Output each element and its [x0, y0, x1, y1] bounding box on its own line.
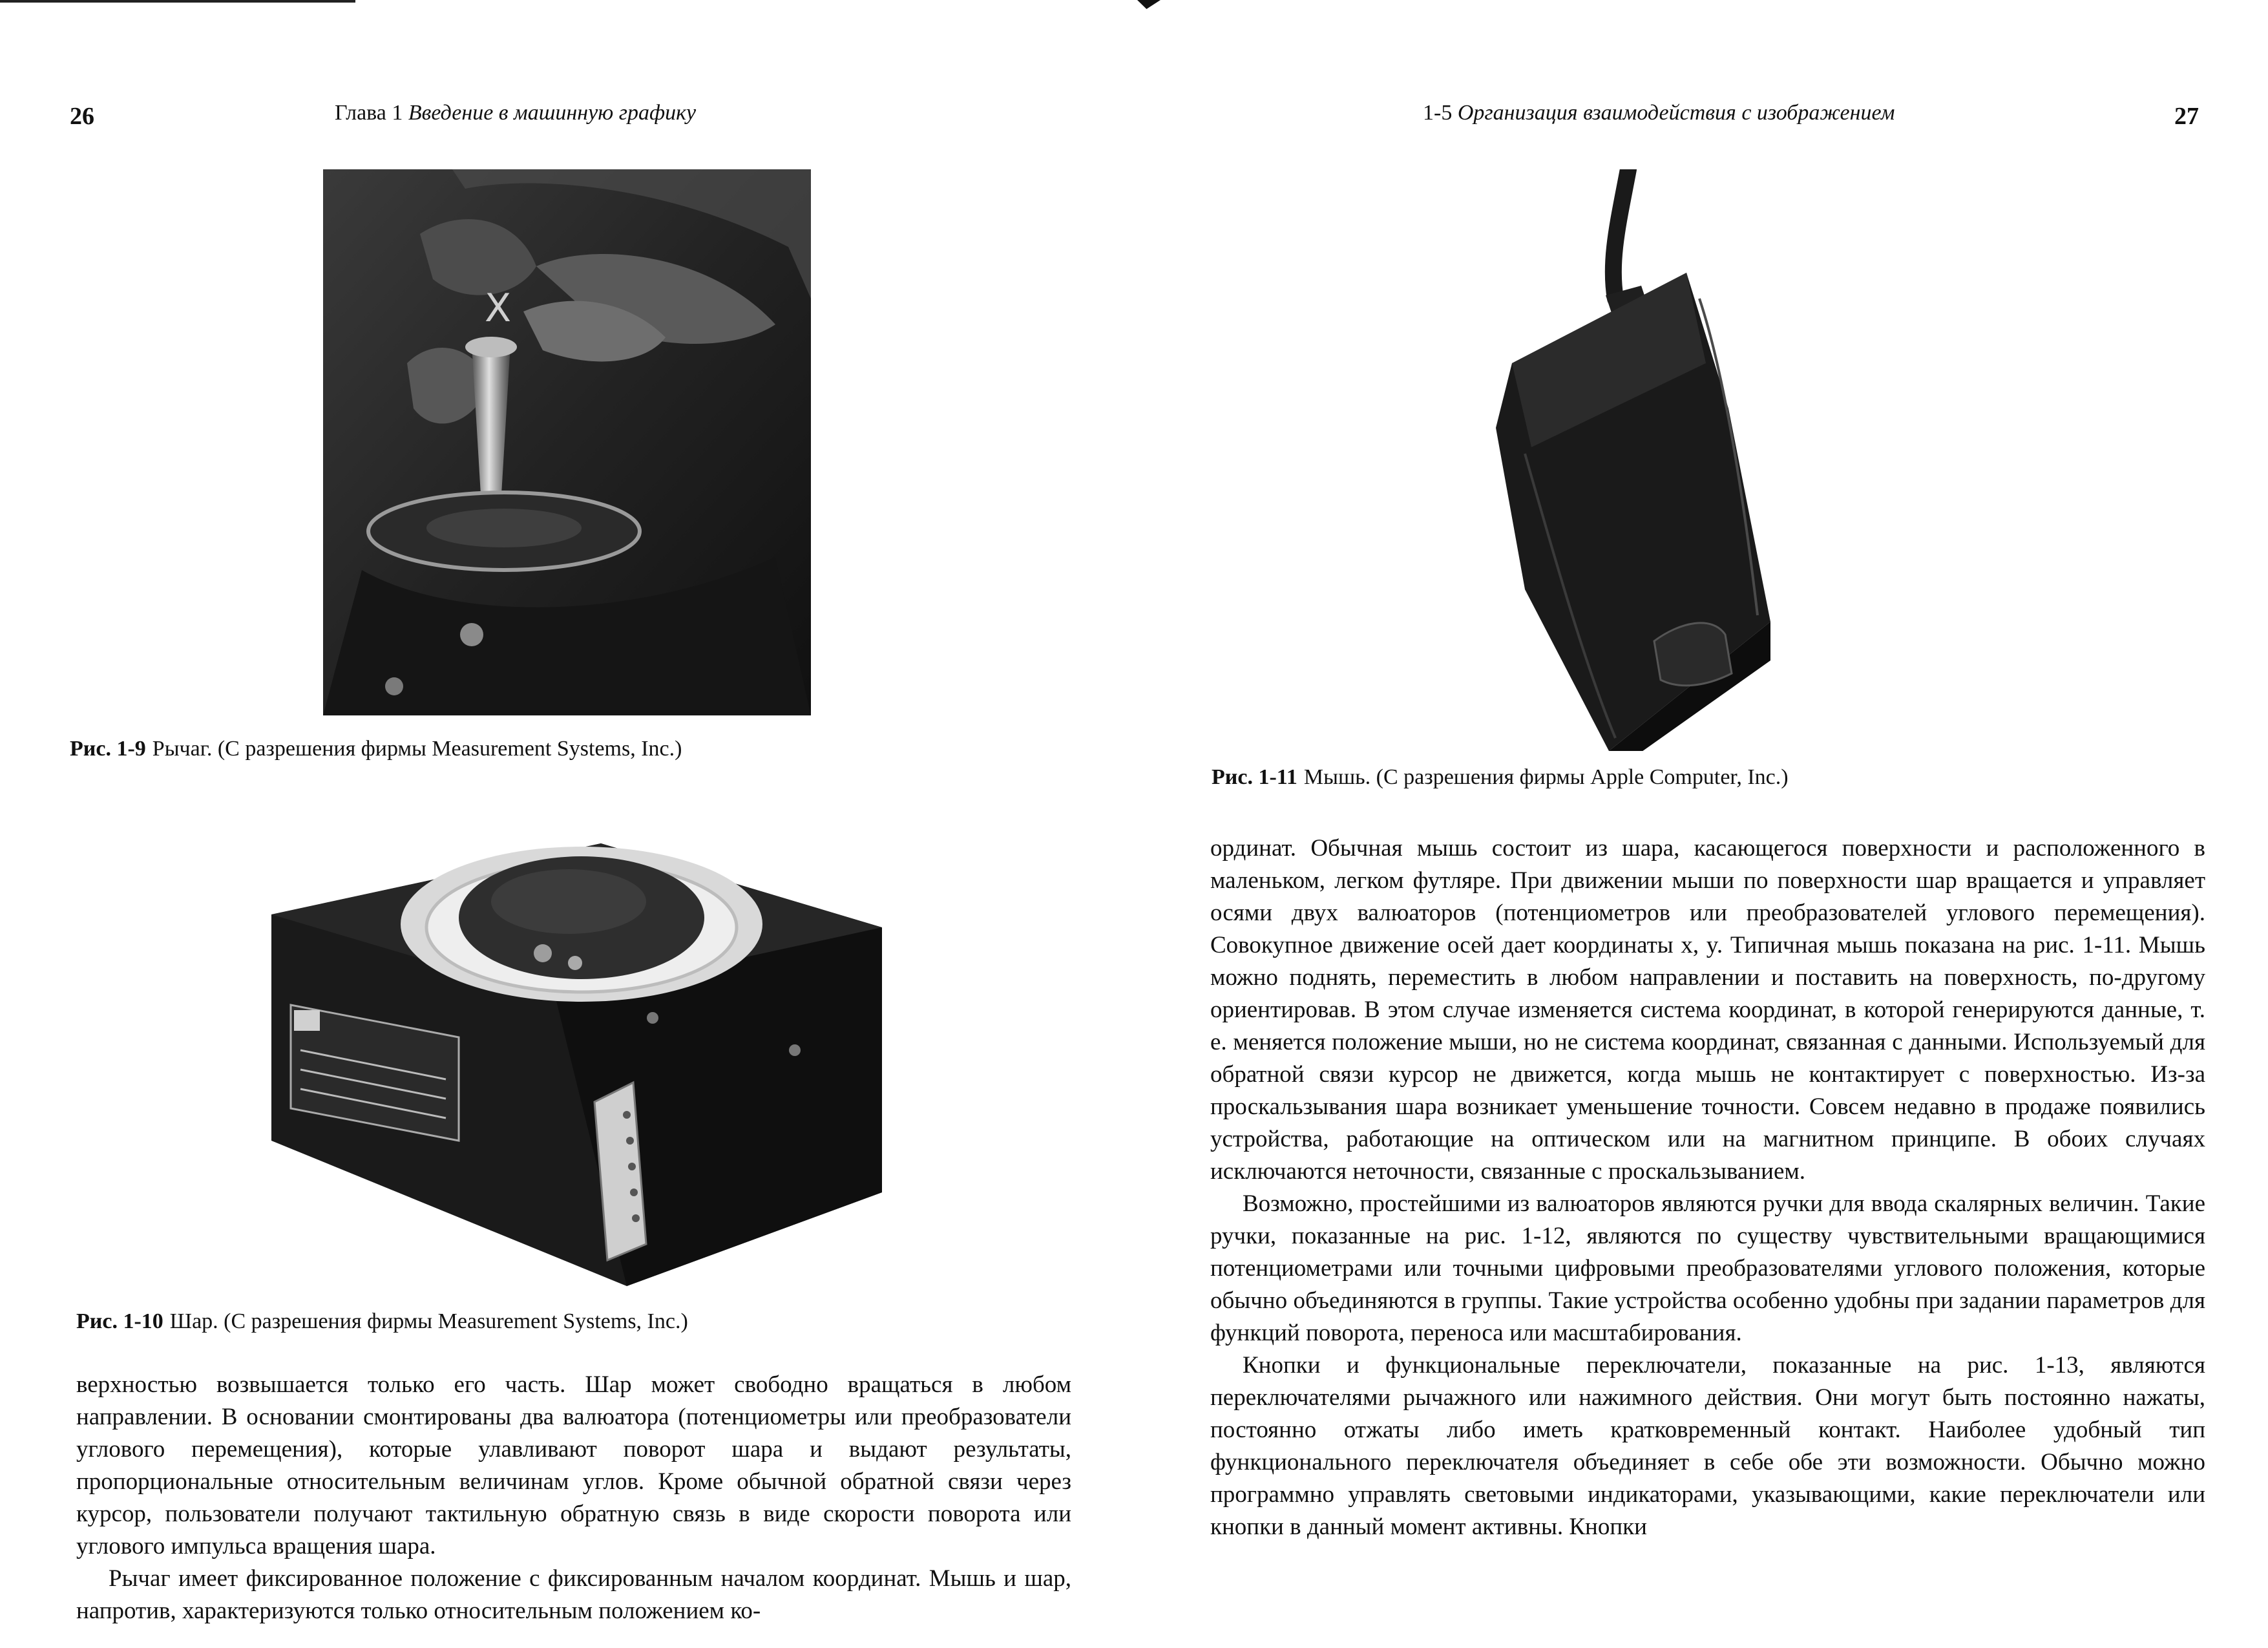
- running-head-section: 1-5: [1423, 101, 1453, 125]
- figure-label: Рис. 1-9: [70, 737, 146, 761]
- figure-joystick-photo: [323, 169, 811, 715]
- running-head: [335, 101, 696, 125]
- figure-caption-text: Рычаг. (С разрешения фирмы Measurement Systems, Inc.): [152, 737, 682, 761]
- paragraph: Рычаг имеет фиксированное положение с фиксированным началом координат. Мышь и шар, напротив, характеризуются только относительным положением ко-: [76, 1565, 1071, 1624]
- running-head-title: Введение в машинную графику: [408, 101, 697, 125]
- right-page: [1134, 0, 2268, 1648]
- paragraph: верхностью возвышается только его часть. Шар может свободно вращаться в любом направлении. В основании смонтированы два валюатора (потенциометры или преобразователи углового перемещения), которые улавливают поворот шара и выдают результаты, пропорциональные относительным величинам углов. Кроме обычной обратной связи через курсор, пользователи получают тактильную обратную связь в виде скорости поворота или углового импульса вращения шара.: [76, 1371, 1071, 1559]
- paragraph: Кнопки и функциональные переключатели, показанные на рис. 1-13, являются переключателями рычажного или нажимного действия. Они могут быть постоянно нажаты, постоянно отжаты либо иметь кратковременный контакт. Наиболее удобный тип функционального переключателя объединяет в себе обе эти возможности. Обычно можно программно управлять световыми индикаторами, указывающими, какие переключатели или кнопки в данный момент активны. Кнопки: [1210, 1352, 2205, 1540]
- figure-trackball-photo: [265, 805, 885, 1289]
- figure-caption: [1212, 765, 1789, 790]
- svg-text:X: X: [485, 286, 512, 331]
- page-number: 27: [2174, 103, 2199, 130]
- figure-caption-text: Мышь. (С разрешения фирмы Apple Computer, Inc.): [1303, 765, 1789, 789]
- figure-label: Рис. 1-11: [1212, 765, 1297, 789]
- figure-caption: [70, 737, 682, 761]
- body-text: [1210, 832, 2205, 1543]
- figure-mouse-photo: [1486, 169, 1803, 751]
- running-head: [1423, 101, 1895, 125]
- figure-caption: [76, 1309, 688, 1334]
- body-text: [76, 1369, 1071, 1627]
- figure-label: Рис. 1-10: [76, 1309, 163, 1333]
- page-number: 26: [70, 103, 94, 130]
- figure-caption-text: Шар. (С разрешения фирмы Measurement Systems, Inc.): [169, 1309, 688, 1333]
- running-head-title: Организация взаимодействия с изображением: [1457, 101, 1895, 125]
- paragraph: Возможно, простейшими из валюаторов являются ручки для ввода скалярных величин. Такие ручки, показанные на рис. 1-12, являются по существу чувствительными вращающимися потенциометрами или точными цифровыми преобразователями углового положения, которые обычно объединяются в группы. Такие устройства особенно удобны при задании параметров для функций поворота, переноса или масштабирования.: [1210, 1190, 2205, 1346]
- paragraph: ординат. Обычная мышь состоит из шара, касающегося поверхности и расположенного в маленьком, легком футляре. При движении мыши по поверхности шар вращается и управляет осями двух валюаторов (потенциометров или преобразователей углового перемещения). Совокупное движение осей дает координаты x, y. Типичная мышь показана на рис. 1-11. Мышь можно поднять, переместить в любом направлении и поставить на поверхность, по-другому ориентировав. В этом случае изменяется система координат, в которой генерируются данные, т. е. меняется положение мыши, но не система координат, связанная с данными. Используемый для обратной связи курсор не движется, когда мышь не контактирует с поверхностью. Из-за проскальзывания шара возникает уменьшение точности. Совсем недавно в продаже появились устройства, работающие на оптическом или на магнитном принципе. В обоих случаях исключаются неточности, связанные с проскальзыванием.: [1210, 835, 2205, 1185]
- running-head-chapter: Глава 1: [335, 101, 403, 125]
